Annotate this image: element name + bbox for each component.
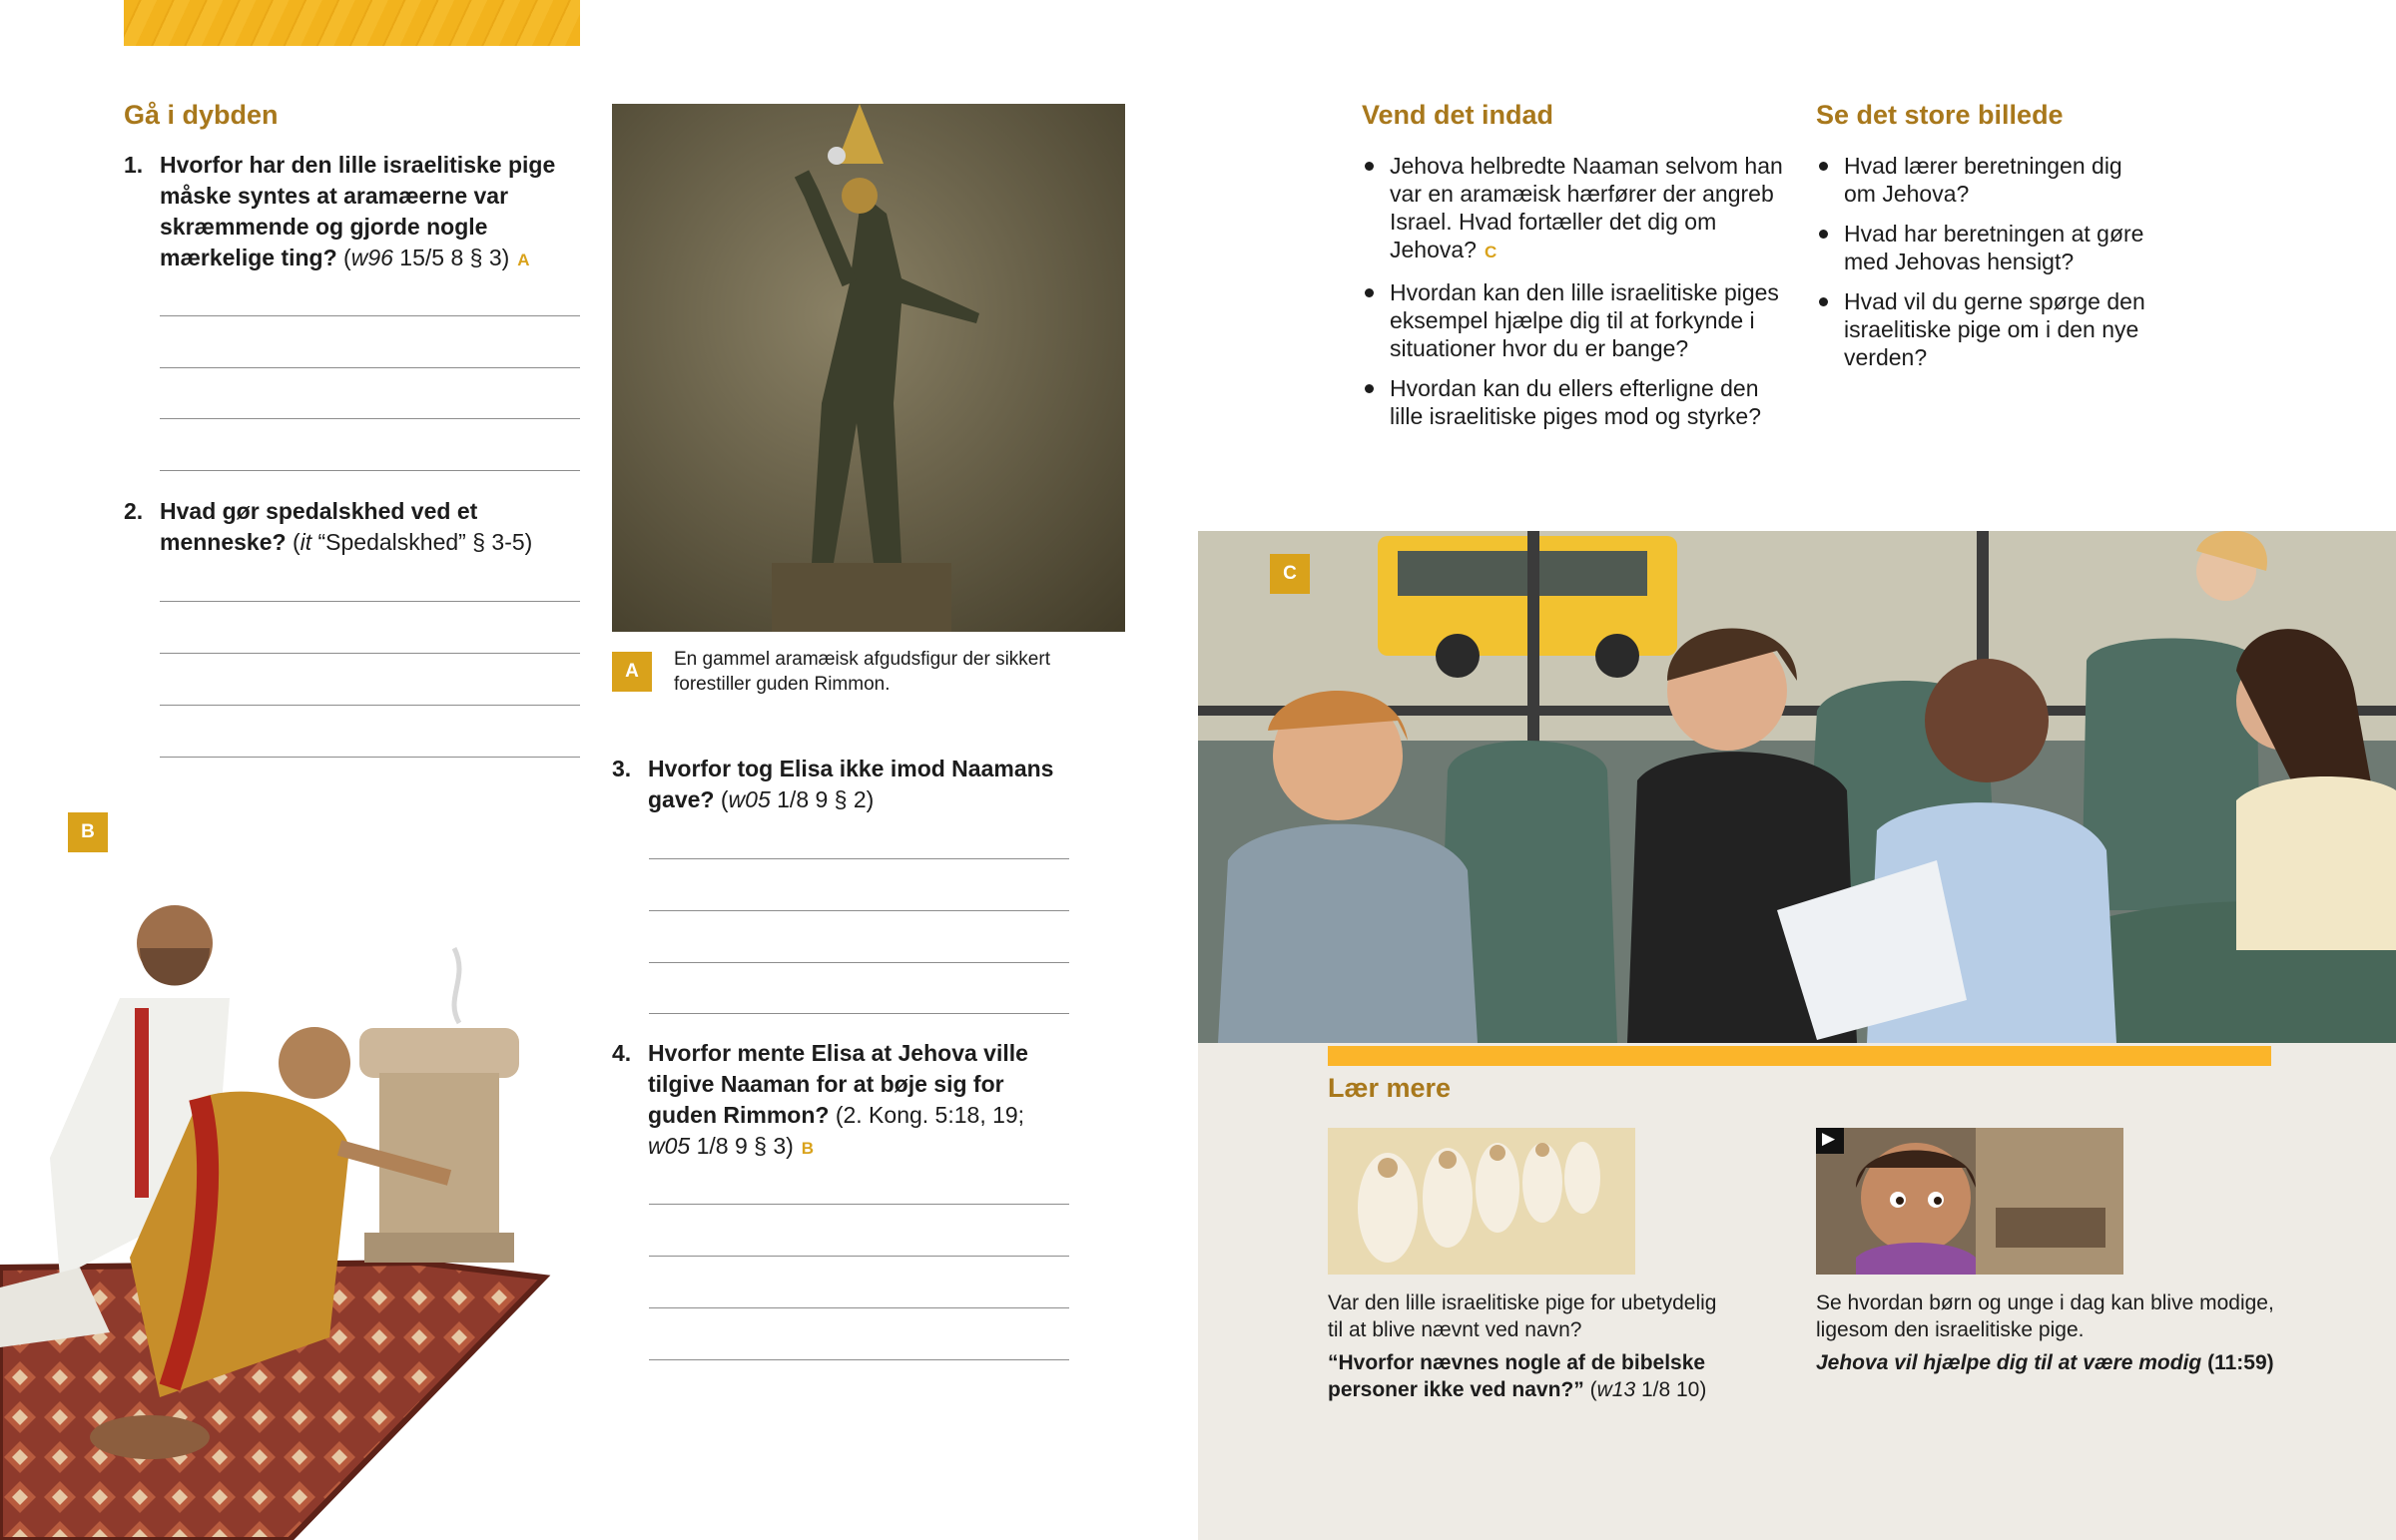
answer-line[interactable] — [649, 1256, 1069, 1257]
answer-line[interactable] — [160, 315, 580, 316]
question-reference: (w96 15/5 8 § 3) — [343, 245, 510, 270]
list-item: Jehova helbredte Naaman selvom han var en aramæisk hærfører der angreb Israel. Hvad fortæller det dig om Jehova? C — [1362, 152, 1786, 266]
play-icon[interactable]: ▶ — [1822, 1129, 1836, 1148]
question-2 — [124, 496, 583, 558]
image-tag: A — [517, 251, 530, 269]
list-item: Hvad vil du gerne spørge den israelitiske pige om i den nye verden? — [1816, 287, 2155, 371]
answer-line[interactable] — [649, 1359, 1069, 1360]
caption-badge-a: A — [612, 652, 652, 692]
image-badge-b: B — [68, 812, 108, 852]
list-item: Hvordan kan du ellers efterligne den lille israelitiske piges mod og styrke? — [1362, 374, 1786, 430]
question-text: Hvorfor mente Elisa at Jehova ville tilgive Naaman for at bøje sig for guden Rimmon? — [648, 1040, 1028, 1128]
answer-line[interactable] — [160, 653, 580, 654]
image-caption: En gammel aramæisk afgudsfigur der sikkert forestiller guden Rimmon. — [674, 649, 1050, 695]
answer-line[interactable] — [649, 1013, 1069, 1014]
answer-line[interactable] — [649, 858, 1069, 859]
question-number: 4. — [612, 1040, 632, 1066]
teens-on-bus-photo — [1198, 531, 2396, 1043]
question-1 — [124, 150, 583, 275]
answer-line[interactable] — [160, 367, 580, 368]
laer-mere-accent-bar — [1328, 1046, 2271, 1066]
section-heading-se-det-store-billede: Se det store billede — [1816, 100, 2064, 130]
question-text: Hvorfor har den lille israelitiske pige måske syntes at aramæerne var skræmmende og gjorde nogle mærkelige ting? — [160, 152, 556, 270]
question-number: 3. — [612, 756, 632, 781]
question-4 — [612, 1038, 1041, 1164]
section-heading-vend-det-indad: Vend det indad — [1362, 100, 1554, 130]
question-text: Hvad gør spedalskhed ved et menneske? — [160, 498, 478, 555]
answer-line[interactable] — [160, 601, 580, 602]
decorative-gold-bar — [124, 0, 580, 46]
answer-line[interactable] — [160, 418, 580, 419]
question-number: 1. — [124, 152, 144, 178]
item-description: Var den lille israelitiske pige for ubetydelig til at blive nævnt ved navn? — [1328, 1291, 1717, 1341]
article-link[interactable]: “Hvorfor nævnes nogle af de bibelske personer ikke ved navn?” (w13 1/8 10) — [1328, 1351, 1707, 1401]
question-3 — [612, 754, 1081, 815]
section-heading-ga-i-dybden: Gå i dybden — [124, 100, 279, 130]
question-reference: (w05 1/8 9 § 2) — [720, 786, 875, 812]
answer-line[interactable] — [160, 757, 580, 758]
video-link[interactable]: Jehova vil hjælpe dig til at være modig (11:59) — [1816, 1351, 2274, 1374]
vend-bullet-list — [1362, 152, 1786, 442]
photo-badge-c: C — [1270, 554, 1310, 594]
list-item: Hvad lærer beretningen dig om Jehova? — [1816, 152, 2155, 208]
answer-line[interactable] — [649, 1307, 1069, 1308]
answer-line[interactable] — [160, 470, 580, 471]
angels-thumbnail[interactable] — [1328, 1128, 1635, 1275]
question-reference: (2. Kong. 5:18, 19; w05 1/8 9 § 3) — [648, 1102, 1025, 1159]
item-description: Se hvordan børn og unge i dag kan blive modige, ligesom den israelitiske pige. — [1816, 1291, 2274, 1341]
rimmon-idol-photo — [612, 104, 1125, 632]
store-bullet-list — [1816, 152, 2155, 383]
answer-line[interactable] — [160, 705, 580, 706]
list-item: Hvad har beretningen at gøre med Jehovas hensigt? — [1816, 220, 2155, 275]
laer-mere-item-2 — [1816, 1289, 2275, 1376]
question-reference: (it “Spedalskhed” § 3-5) — [292, 529, 533, 555]
question-number: 2. — [124, 498, 144, 524]
image-tag: B — [801, 1139, 815, 1158]
answer-line[interactable] — [649, 910, 1069, 911]
video-thumbnail[interactable] — [1816, 1128, 2123, 1275]
image-tag: C — [1484, 243, 1498, 261]
laer-mere-item-1 — [1328, 1289, 1727, 1403]
section-heading-laer-mere: Lær mere — [1328, 1073, 1452, 1103]
question-text: Hvorfor tog Elisa ikke imod Naamans gave? — [648, 756, 1054, 812]
answer-line[interactable] — [649, 962, 1069, 963]
list-item: Hvordan kan den lille israelitiske piges eksempel hjælpe dig til at forkynde i situationer hvor du er bange? — [1362, 278, 1786, 362]
answer-line[interactable] — [649, 1204, 1069, 1205]
naaman-kneeling-illustration — [0, 878, 579, 1540]
